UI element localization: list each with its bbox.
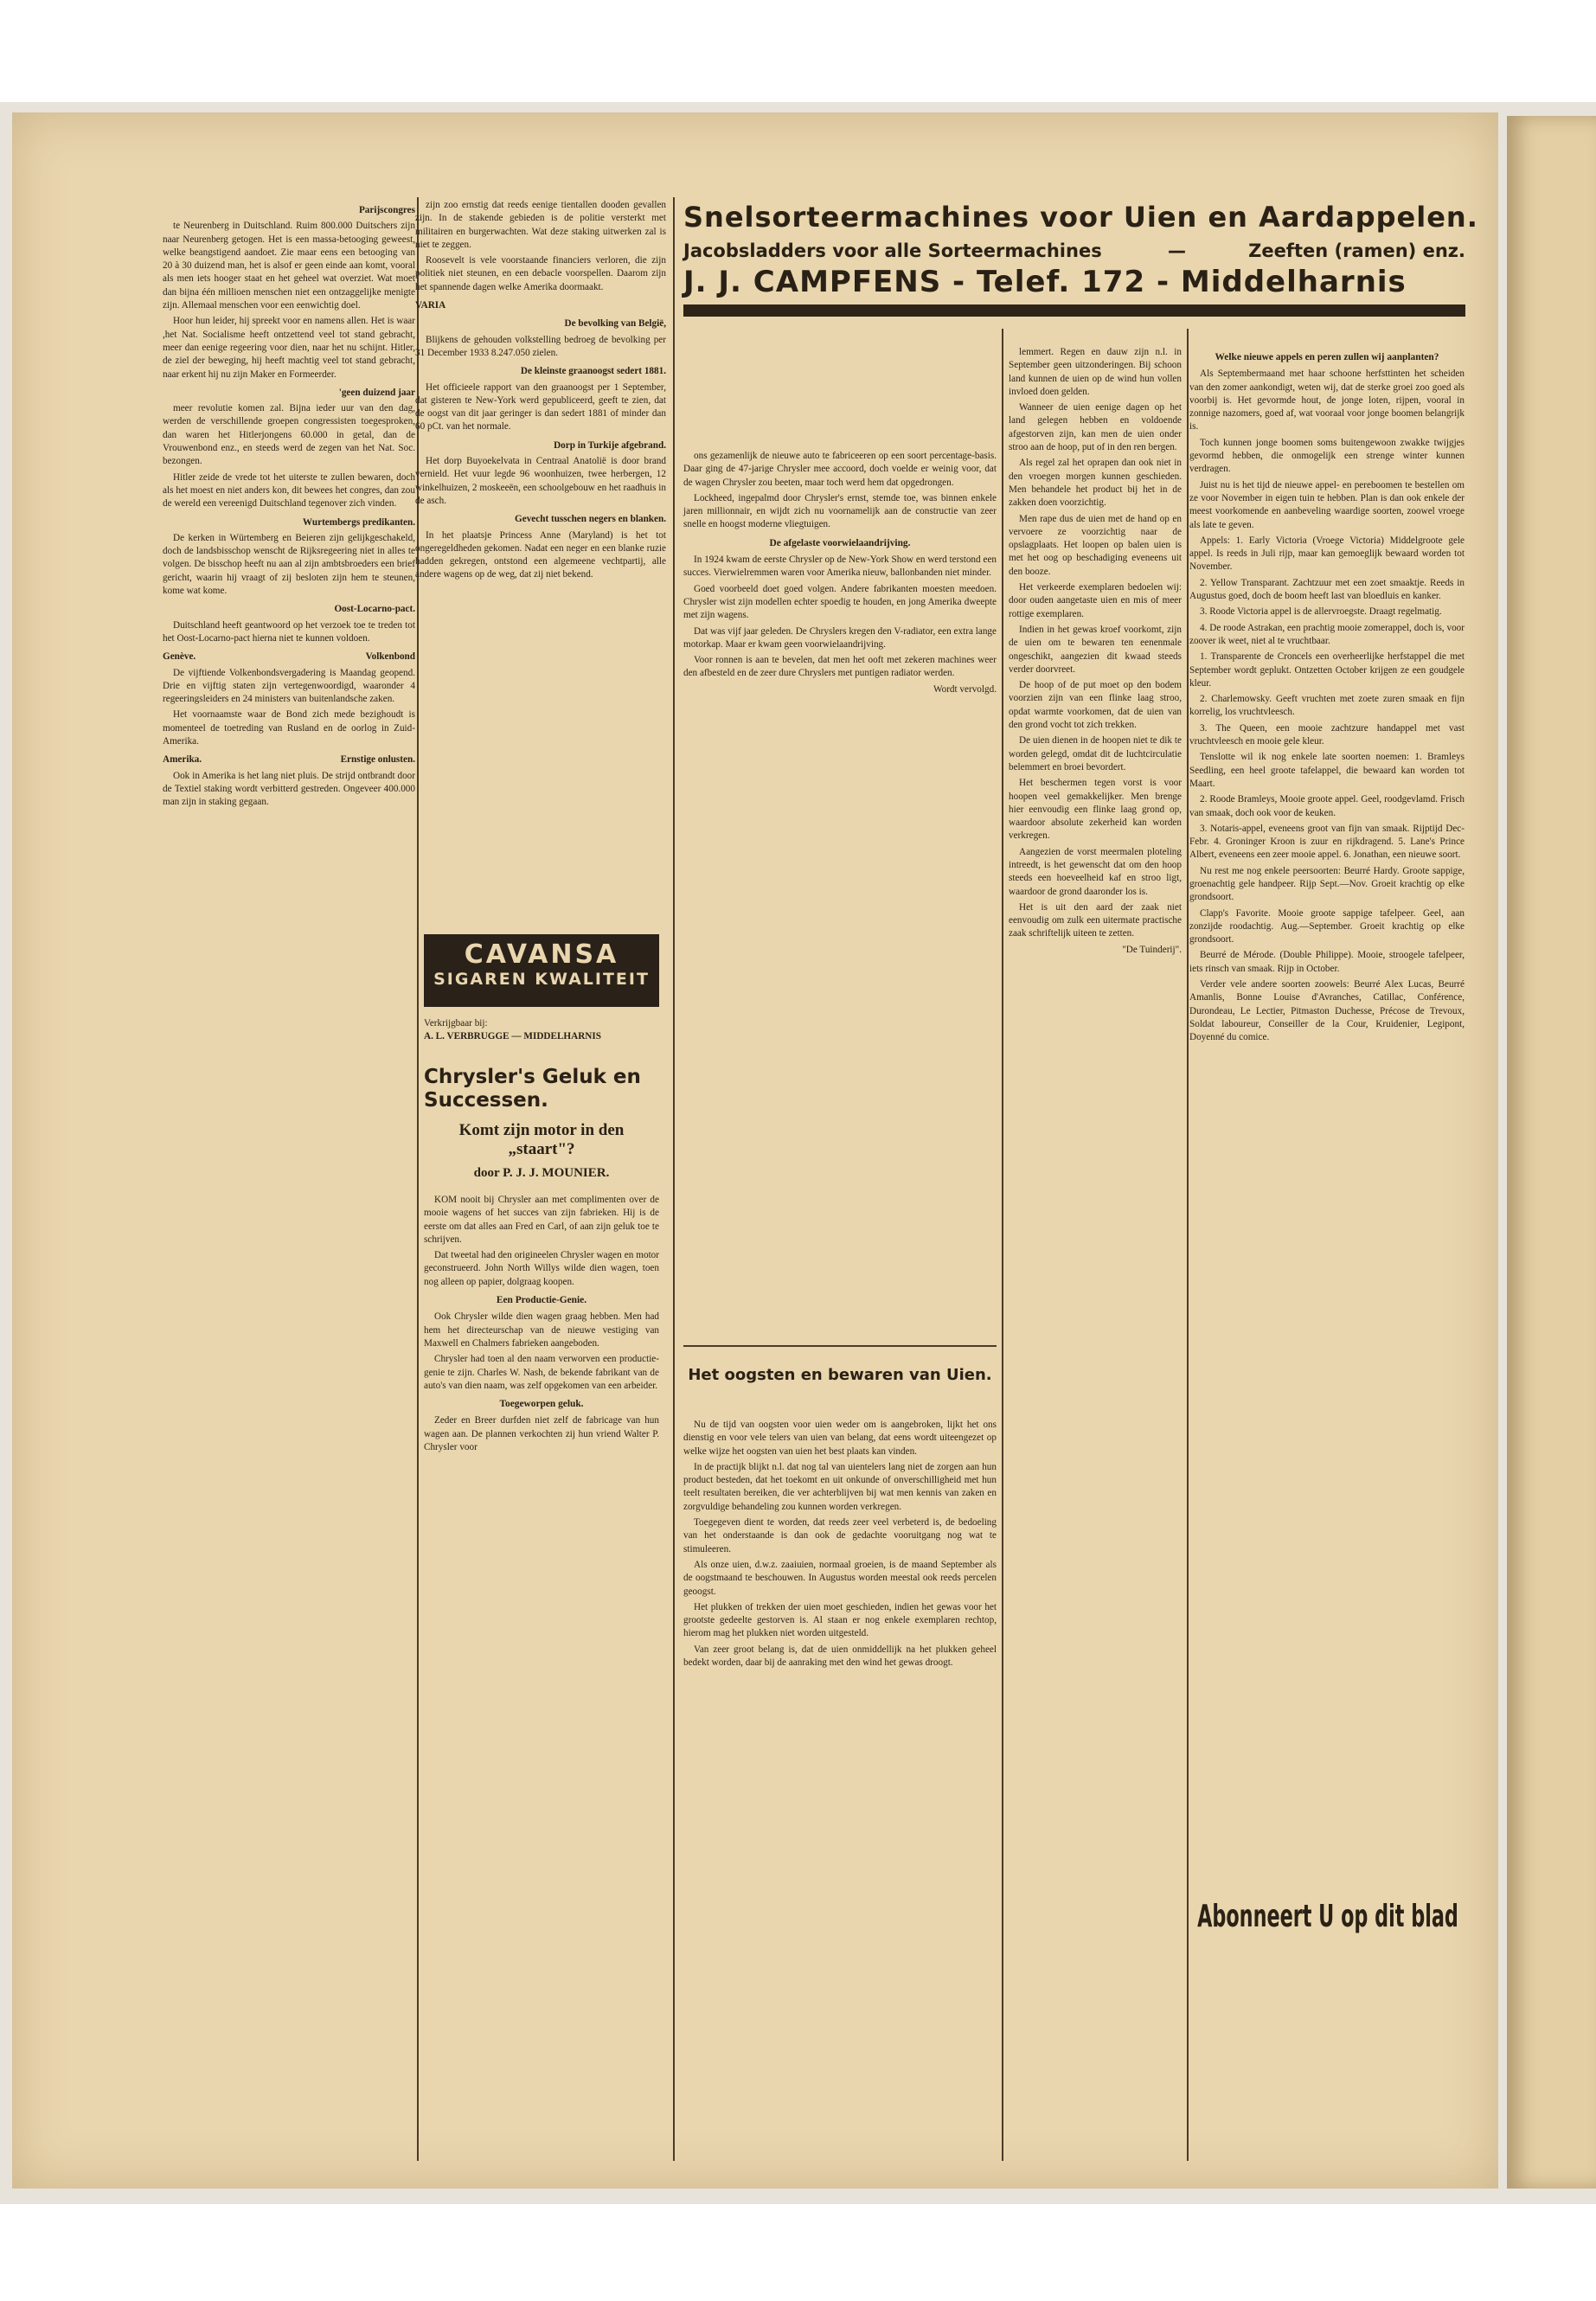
paragraph: 4. De roode Astrakan, een prachtig mooie zomerappel, doch is, voor zoover ik weet, niet al te vruchtbaar. bbox=[1189, 622, 1465, 646]
paragraph: 2. Yellow Transparant. Zachtzuur met een zoet smaaktje. Reeds in Augustus goed, doch de boom heeft last van bloedluis en kanker. bbox=[1189, 577, 1465, 602]
article-title: Chrysler's Geluk en Successen. bbox=[424, 1066, 641, 1112]
section-heading: Een Productie-Genie. bbox=[496, 1295, 587, 1306]
oogsten-body bbox=[683, 1419, 997, 1672]
section-heading-left: Amerika. bbox=[163, 754, 202, 766]
paragraph: Hoor hun leider, hij spreekt voor en namens allen. Het is waar ,het Nat. Socialisme heeft ontzettend veel tot stand gebracht, meer dan eenige regeering voor dien, naar het nu schijnt. Hitler, de ziel der beweging, hij heeft machtig veel tot stand gebracht, naar erkent hij nu zijn Maker en Formeerder. bbox=[163, 316, 415, 380]
section-heading: 'geen duizend jaar bbox=[338, 387, 415, 398]
paragraph: Duitschland heeft geantwoord op het verzoek toe te treden tot het Oost-Locarno-pact hierna niet te kunnen voldoen. bbox=[163, 619, 415, 644]
section-heading: Oost-Locarno-pact. bbox=[334, 604, 415, 615]
section-heading: Dorp in Turkije afgebrand. bbox=[554, 439, 666, 451]
paragraph: Van zeer groot belang is, dat de uien onmiddellijk na het plukken geheel bedekt worden, daar bij de aanraking met den wind het gewas droogt. bbox=[683, 1644, 997, 1669]
paragraph: Juist nu is het tijd de nieuwe appel- en pereboomen te bestellen om ze voor November in eigen tuin te hebben. Plan is dan ook enkele der meest voorkomende en aanbeveling waardige soorten, zoowel vroege als late te geven. bbox=[1189, 479, 1465, 530]
paragraph: Dat was vijf jaar geleden. De Chryslers kregen den V-radiator, een extra lange motorkap. Maar er kwam geen voorwielaandrijving. bbox=[683, 625, 997, 650]
cavansa-sub: SIGAREN KWALITEIT bbox=[433, 970, 650, 989]
subscribe-ad: Abonneert U op dit blad bbox=[1197, 1898, 1458, 1934]
oogsten-title: Het oogsten en bewaren van Uien. bbox=[688, 1366, 992, 1384]
paragraph: KOM nooit bij Chrysler aan met complimenten over de mooie wagens of het succes van zijn fabrieken. Hij is de eerste om dat alles aan Fred en Carl, of aan zijn geluk toe te schrijven. bbox=[424, 1195, 659, 1245]
section-heading: Parijscongres bbox=[358, 205, 415, 215]
section-heading: Welke nieuwe appels en peren zullen wij aanplanten? bbox=[1215, 352, 1439, 362]
paragraph: lemmert. Regen en dauw zijn n.l. in September geen uitzonderingen. Bij schoon land kunnen de uien op de wind hun vollen invloed doen gelden. bbox=[1009, 347, 1182, 397]
paragraph: Ook Chrysler wilde dien wagen graag hebben. Men had hem het directeurschap van de nieuwe vestiging van Maxwell en Chalmers fabrieken aangeboden. bbox=[424, 1311, 659, 1349]
paragraph: Roosevelt is vele voorstaande financiers verloren, die zijn politiek niet steunen, en een debacle voorspellen. Daarom zijn het spannende dagen welke Amerika doormaakt. bbox=[415, 255, 666, 292]
paragraph: Het is uit den aard der zaak niet eenvoudig om zulk een uitermate practische zaak schriftelijk uiteen te zetten. bbox=[1009, 901, 1182, 939]
paragraph: Appels: 1. Early Victoria (Vroege Victoria) Middelgroote gele appel. Is reeds in Juli rijp, maar kan gemoeglijk bewaard worden tot November. bbox=[1189, 535, 1465, 573]
paragraph: Wanneer de uien eenige dagen op het land gelegen hebben en voldoende afgestorven zijn, kan men de uien onder stroo aan de hoop, put of in den ren bergen. bbox=[1009, 402, 1182, 453]
column-4 bbox=[1009, 346, 1182, 957]
section-heading: De afgelaste voorwielaandrijving. bbox=[769, 537, 911, 548]
dealer-label: Verkrijgbaar bij: bbox=[424, 1018, 488, 1029]
dealer-name: A. L. VERBRUGGE — MIDDELHARNIS bbox=[424, 1031, 601, 1042]
section-heading-left: Genève. bbox=[163, 651, 196, 663]
column-3 bbox=[683, 450, 997, 696]
paragraph: Voor ronnen is aan te bevelen, dat men het ooft met zekeren machines weer den afbesteld en de zeer dure Chryslers met puntigen radiator werden. bbox=[683, 655, 997, 679]
article-byline: door P. J. J. MOUNIER. bbox=[473, 1166, 610, 1180]
paragraph: Aangezien de vorst meermalen ploteling intreedt, is het gewenscht dat om den hoop steeds een hoeveelheid kaf en stroo ligt, waardoor de grond daaronder los is. bbox=[1009, 846, 1182, 897]
section-heading: Toegeworpen geluk. bbox=[499, 1399, 584, 1410]
ad-banner bbox=[683, 201, 1478, 303]
paragraph: In het plaatsje Princess Anne (Maryland) is het tot ongeregeldheden gekomen. Nadat een neger en een blanke ruzie hadden gekregen, ontstond een algemeene vechtpartij, alle andere wagens op de weg, dat zij niet bekend. bbox=[415, 529, 666, 580]
paragraph: Als regel zal het oprapen dan ook niet in den vroegen morgen kunnen geschieden. Men behandele het product bij het in de zakken doen voorzichtig. bbox=[1009, 458, 1182, 509]
paragraph: te Neurenberg in Duitschland. Ruim 800.000 Duitschers zijn naar Neurenberg getogen. Het is een massa-betooging geweest, welke beangstigend aandoet. Zie maar eens een betooging van 20 à 30 duizend man, het is alsof er geen einde aan komt, vooral als men iets hooger staat en het geheel wat overziet. Wat moet dan bijna één millioen menschen niet een ontzaggelijke menigte zijn. Allemaal menschen voor een eenwichtig doel. bbox=[163, 221, 415, 311]
paragraph: De vijftiende Volkenbondsvergadering is Maandag geopend. Drie en vijftig staten zijn vertegenwoordigd, waaronder 4 regeeringsleiders en 24 ministers van buitenlandsche zaken. bbox=[163, 667, 415, 705]
paragraph: 3. The Queen, een mooie zachtzure handappel met vast vruchtvleesch en mooie gele kleur. bbox=[1189, 722, 1465, 747]
paragraph: De uien dienen in de hoopen niet te dik te worden gelegd, omdat dit de luchtcirculatie belemmert en broei bevordert. bbox=[1009, 735, 1182, 772]
ad-sub-right: Zeeften (ramen) enz. bbox=[1248, 240, 1465, 261]
paragraph: Chrysler had toen al den naam verworven een productie-genie te zijn. Charles W. Nash, de bekende fabrikant van de auto's van dien naam, was zelf opgekomen van een arbeider. bbox=[424, 1354, 659, 1391]
section-heading: De kleinste graanoogst sedert 1881. bbox=[520, 366, 666, 377]
dealer-info bbox=[424, 1017, 659, 1043]
ad-title: Snelsorteermachines voor Uien en Aardappelen. bbox=[683, 201, 1478, 234]
paragraph: Men rape dus de uien met de hand op en vervoere ze voorzichtig naar de opslagplaats. Het loopen op balen uien is met het oog op beschadiging eveneens uit den booze. bbox=[1009, 513, 1182, 577]
varia-heading: VARIA bbox=[415, 300, 446, 311]
cavansa-brand: CAVANSA bbox=[464, 939, 619, 970]
paragraph: Hitler zeide de vrede tot het uiterste te zullen bewaren, doch als het moest en niet anders kon, dit bewees het congres, dan zou de wereld een vereenigd Duitschland tegenover zich vinden. bbox=[163, 471, 415, 510]
column-1 bbox=[163, 199, 415, 811]
paragraph: Toegegeven dient te worden, dat reeds zeer veel verbeterd is, de bedoeling van het onderstaande is dan ook de gedachte vooruitgang nog wat te stimuleeren. bbox=[683, 1517, 997, 1554]
paragraph: Als Septembermaand met haar schoone herfsttinten het scheiden van den zomer aankondigt, weten wij, dat de sterke groei zoo goed als voorbij is. Het gevormde hout, de jonge loten, rijpen, vooral in zonnige nazomers, goed af, wat vooraal voor jonge boomen belangrijk is. bbox=[1189, 369, 1465, 433]
paragraph: Verder vele andere soorten zoowels: Beurré Alex Lucas, Beurré Amanlis, Bonne Louise d'Avranches, Catillac, Conférence, Durondeau, Le Lectier, Pitmaston Duchesse, Précose de Trevoux, Soldat laboureur, Conseiller de la Cour, Kruidenier, Legipont, Doyenné du comice. bbox=[1189, 979, 1465, 1043]
paragraph: Het officieele rapport van den graanoogst per 1 September, dat gisteren te New-York werd gepubliceerd, geeft te zien, dat de oogst van dit jaar geringer is dan sedert 1881 of minder dan 60 pCt. van het normale. bbox=[415, 381, 666, 433]
paragraph: Beurré de Mérode. (Double Philippe). Mooie, stroogele tafelpeer, iets rinsch van smaak. Rijp in October. bbox=[1189, 950, 1465, 974]
section-rule bbox=[683, 1345, 997, 1347]
paragraph: 3. Notaris-appel, eveneens groot van fijn van smaak. Rijptijd Dec-Febr. 4. Groninger Kroon is zuur en rijkdragend. 5. Lane's Prince Albert, eveneens een zeer mooie appel. 6. Jonathan, een nieuwe soort. bbox=[1189, 823, 1465, 861]
paragraph: Zeder en Breer durfden niet zelf de fabricage van hun wagen aan. De plannen verkochten zij hun vriend Walter P. Chrysler voor bbox=[424, 1415, 659, 1453]
paragraph: De hoop of de put moet op den bodem voorzien zijn van een flinke laag stroo, opdat warmte voorkomen, dat de uien van den grond vocht tot zich trekken. bbox=[1009, 680, 1182, 731]
paragraph: De kerken in Würtemberg en Beieren zijn gelijkgeschakeld, doch de landsbisschop wenscht de Rijksregeering niet in alles te volgen. De bisschop heeft nu aan al zijn ambtsbroeders een brief gericht, waarin hij vraagt of zij besloten zijn hem te steunen, kome wat kome. bbox=[163, 532, 415, 597]
paragraph: Toch kunnen jonge boomen soms buitengewoon zwakke twijgjes gevormd hebben, die onmogelijk een strenge winter kunnen verdragen. bbox=[1189, 437, 1465, 475]
article-subtitle: Komt zijn motor in den „staart"? bbox=[458, 1121, 625, 1158]
section-heading-right: Volkenbond bbox=[365, 651, 415, 663]
paragraph: Het verkeerde exemplaren bedoelen wij: door ouden aangetaste uien en mis of meer rottige exemplaren. bbox=[1009, 582, 1182, 619]
ad-sub-left: Jacobsladders voor alle Sorteermachines bbox=[683, 240, 1102, 261]
source-credit: "De Tuinderij". bbox=[1122, 944, 1182, 955]
paragraph: Ook in Amerika is het lang niet pluis. De strijd ontbrandt door de Textiel staking wordt verbitterd gestreden. Ongeveer 400.000 man zijn in staking gegaan. bbox=[163, 770, 415, 808]
ad-company: J. J. CAMPFENS - Telef. 172 - Middelharnis bbox=[683, 265, 1407, 299]
paragraph: 2. Charlemowsky. Geeft vruchten met zoete zuren smaak en fijn korrelig, los vruchtvleesch. bbox=[1189, 694, 1465, 718]
paragraph: ons gezamenlijk de nieuwe auto te fabriceeren op een soort percentage-basis. Daar ging de 47-jarige Chrysler mee accoord, doch voelde er weinig voor, dat de wagen Chrysler zou beeten, maar toch werd hem dat opgedrongen. bbox=[683, 451, 997, 488]
section-heading-right: Ernstige onlusten. bbox=[340, 754, 415, 766]
section-heading: Wurtembergs predikanten. bbox=[302, 516, 415, 528]
paragraph: Blijkens de gehouden volkstelling bedroeg de bevolking per 31 December 1933 8.247.050 zielen. bbox=[415, 334, 666, 358]
article-title-block bbox=[424, 1066, 659, 1181]
column-5 bbox=[1189, 346, 1465, 1048]
paragraph: meer revolutie komen zal. Bijna ieder uur van den dag, werden de verschillende groepen congressisten toegesproken, dan waren het Hitlerjongens 60.000 in getal, dan de Vrouwenbond enz., en steeds werd de zegen van het Nat. Soc. bezongen. bbox=[163, 403, 415, 467]
paragraph: Goed voorbeeld doet goed volgen. Andere fabrikanten moesten meedoen. Chrysler wist zijn modellen echter spoedig te houden, en jong Amerika dweepte met zijn wagens. bbox=[683, 583, 997, 621]
paragraph: Nu de tijd van oogsten voor uien weder om is aangebroken, lijkt het ons dienstig en voor vele telers van uien van belang, dat eens wordt uiteengezet op welke wijze het oogsten van uien het best plaats kan vinden. bbox=[683, 1420, 997, 1457]
column-rule bbox=[1002, 329, 1003, 2161]
paragraph: Het plukken of trekken der uien moet geschieden, indien het gewas voor het grootste gedeelte gestorven is. Al staan er nog enkele exemplaren rechtop, hierom mag het plukken niet worden uitgesteld. bbox=[683, 1601, 997, 1639]
ad-bottom-bar bbox=[683, 304, 1465, 317]
column-2 bbox=[415, 199, 666, 585]
column-rule bbox=[1187, 329, 1189, 2161]
paragraph: Lockheed, ingepalmd door Chrysler's ernst, stemde toe, was binnen enkele jaren millionnair, en wijdt zich nu voornamelijk aan de constructie van zeer snelle en hoogst moderne vliegtuigen. bbox=[683, 492, 997, 530]
paragraph: Het voornaamste waar de Bond zich mede bezighoudt is momenteel de toetreding van Rusland en de oorlog in Zuid-Amerika. bbox=[163, 709, 415, 747]
paragraph: Clapp's Favorite. Mooie groote sappige tafelpeer. Geel, aan zonzijde roodachtig. Aug.—September. Groeit krachtig op elke grondsoort. bbox=[1189, 907, 1465, 945]
article-body bbox=[424, 1194, 659, 1457]
adjacent-page-edge bbox=[1507, 116, 1596, 2189]
paragraph: 3. Roode Victoria appel is de allervroegste. Draagt regelmatig. bbox=[1200, 606, 1442, 618]
paragraph: Het dorp Buyoekelvata in Centraal Anatolië is door brand vernield. Het vuur legde 96 woonhuizen, twee herbergen, 12 winkelhuizen, 2 moskeeën, een schoolgebouw en het raadhuis in de asch. bbox=[415, 456, 666, 506]
paragraph: In 1924 kwam de eerste Chrysler op de New-York Show en werd terstond een succes. Vierwielremmen waren voor Amerika nieuw, ballonbanden niet minder. bbox=[683, 554, 997, 579]
column-rule bbox=[673, 197, 675, 2161]
ad-subtitle bbox=[683, 240, 1465, 261]
continued-note: Wordt vervolgd. bbox=[933, 683, 997, 695]
section-heading: Gevecht tusschen negers en blanken. bbox=[515, 514, 666, 525]
paragraph: 1. Transparente de Croncels een overheerlijke herfstappel die met September wordt geplukt. Ontzetten October krijgen ze een goudgele kleur. bbox=[1189, 651, 1465, 689]
paragraph: Nu rest me nog enkele peersoorten: Beurré Hardy. Groote sappige, groenachtig gele handpeer. Rijp Sept.—Nov. Groeit krachtig op elke grondsoort. bbox=[1189, 865, 1465, 903]
paragraph: Het beschermen tegen vorst is voor hoopen veel gemakkelijker. Men brenge hier eenvoudig een flinke laag grond op, waardoor absolute zekerheid kan worden verkregen. bbox=[1009, 778, 1182, 842]
paragraph: Tenslotte wil ik nog enkele late soorten noemen: 1. Bramleys Seedling, een heel groote tafelappel, die bewaard kan worden tot Maart. bbox=[1189, 752, 1465, 789]
cavansa-ad bbox=[424, 934, 659, 1007]
paragraph: Als onze uien, d.w.z. zaaiuien, normaal groeien, is de maand September als de oogstmaand te beschouwen. In Augustus worden meestal ook reeds percelen geoogst. bbox=[683, 1559, 997, 1597]
paragraph: 2. Roode Bramleys, Mooie groote appel. Geel, roodgevlamd. Frisch van smaak, doch ook voor de keuken. bbox=[1189, 794, 1465, 818]
paragraph: Indien in het gewas kroef voorkomt, zijn de uien om te bewaren ten eenenmale ongeschikt, aangezien dit kwaad steeds verder doorvreet. bbox=[1009, 624, 1182, 675]
section-heading: De bevolking van België, bbox=[564, 318, 666, 330]
ad-sub-dash: — bbox=[1168, 240, 1186, 261]
paragraph: Dat tweetal had den origineelen Chrysler wagen en motor geconstrueerd. John North Willys wilde dien wagen, toen nog alleen op papier, dolgraag koopen. bbox=[424, 1250, 659, 1287]
paragraph: zijn zoo ernstig dat reeds eenige tientallen dooden gevallen zijn. In de stakende gebieden is de politie versterkt met militairen en burgerwachten. Wat deze staking uitwerken zal is niet te zeggen. bbox=[415, 200, 666, 250]
section-heading bbox=[163, 651, 415, 663]
section-heading bbox=[163, 753, 415, 766]
paragraph: In de practijk blijkt n.l. dat nog tal van uientelers lang niet de zorgen aan hun product besteden, dat het toekomt en uit onkunde of onverschilligheid met hun teelt resultaten bereiken, die ver achterblijven bij wat men kennis van zaken en zorgvuldige behandeling zou kunnen worden verkregen. bbox=[683, 1461, 997, 1512]
